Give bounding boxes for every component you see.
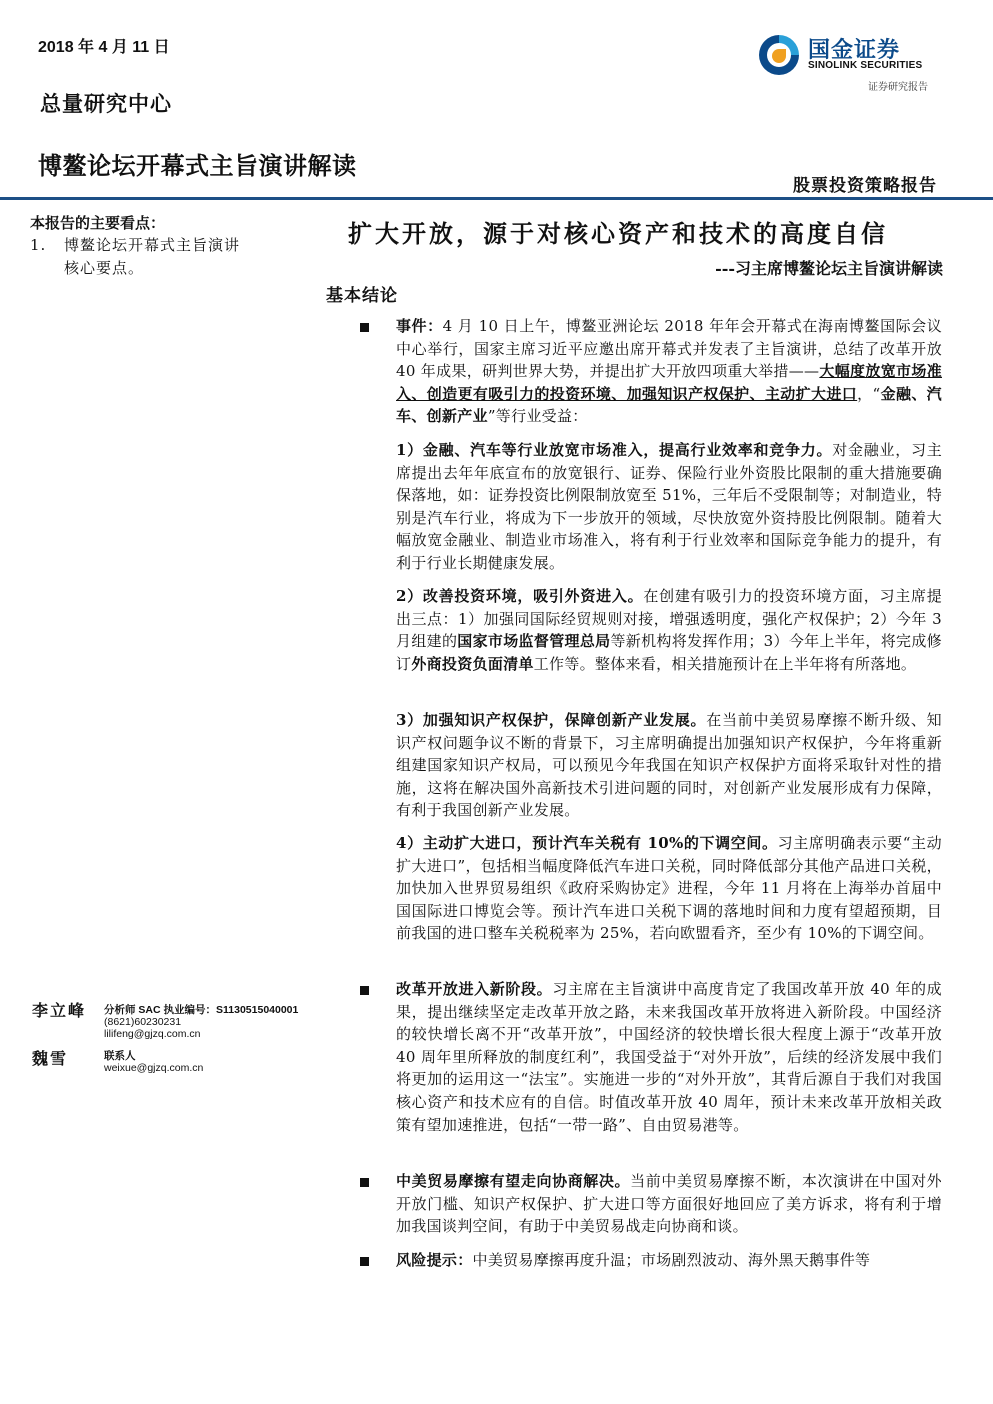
bullet-marker	[358, 1175, 372, 1189]
risk-lead: 风险提示：	[396, 1251, 473, 1269]
sidebar-item	[30, 234, 270, 280]
sinolink-logo-icon	[756, 32, 802, 78]
bullet-marker	[358, 320, 372, 334]
reform-lead: 改革开放进入新阶段。	[396, 980, 553, 998]
contact-name: 魏雪	[32, 1049, 69, 1068]
analyst-sac-number: S1130515040001	[216, 1004, 299, 1016]
contact-info	[104, 1050, 203, 1074]
point-1-lead: 1）金融、汽车等行业放宽市场准入，提高行业效率和竞争力。	[396, 441, 833, 459]
sidebar-heading: 本报告的主要看点：	[30, 214, 166, 232]
analyst-info	[104, 1004, 298, 1040]
event-text-3: ”等行业受益：	[487, 407, 588, 426]
contact-email[interactable]: weixue@gjzq.com.cn	[104, 1062, 204, 1074]
header-divider	[0, 197, 993, 200]
reform-text: 习主席在主旨演讲中高度肯定了我国改革开放 40 年的成果，提出继续坚定走改革开放之路，未来我国改革开放将进入新阶段。中国经济的较快增长离不开“改革开放”，中国经济的较快增长很大程度上源于“改革开放 40 周年里所释放的制度红利”，我国受益于“对外开放”，后续的经济发展中我们将更加的运用这一“法宝”。实施进一步的“对外开放”，其背后源自于我们对我国核心资产和技术应有的自信。时值改革开放 40 周年，预计未来改革开放相关政策有望加速推进，包括“一带一路”、自由贸易港等。	[396, 980, 942, 1134]
section-heading: 基本结论	[326, 286, 398, 306]
point-1-paragraph	[396, 439, 942, 575]
trade-lead: 中美贸易摩擦有望走向协商解决。	[396, 1172, 631, 1190]
point-1-text: 对金融业，习主席提出去年年底宣布的放宽银行、证券、保险行业外资股比限制的重大措施要确保落地，如：证券投资比例限制放宽至 51%，三年后不受限制等；对制造业，特别是汽车行业，将成为下一步放开的领域，尽快放宽外资持股比例限制。随着大幅放宽金融业、制造业市场准入，将有利于行业效率和国际竞争能力的提升，有利于行业长期健康发展。	[396, 441, 942, 572]
sidebar-item-number: 1.	[30, 236, 47, 254]
point-2-text-b: 等新机构将发挥作用；3）今年上半年，将完成修订	[396, 632, 942, 673]
logo-text-cn: 国金证券	[808, 37, 901, 62]
logo-subtitle: 证券研究报告	[868, 82, 928, 93]
report-type: 股票投资策略报告	[793, 176, 937, 196]
point-4-text: 习主席明确表示要“主动扩大进口”，包括相当幅度降低汽车进口关税，同时降低部分其他产品进口关税，加快加入世界贸易组织《政府采购协定》进程，今年 11 月将在上海举办首届中国国际进口博览会等。预计汽车进口关税下调的落地时间和力度有望超预期，目前我国的进口整车关税税率为 25%，若向欧盟看齐，至少有 10%的下调空间。	[396, 834, 942, 943]
point-3-paragraph	[396, 709, 942, 822]
analyst-name: 李立峰	[32, 1001, 87, 1020]
report-date: 2018 年 4 月 11 日	[38, 39, 170, 56]
bullet-marker	[358, 983, 372, 997]
risk-text: 中美贸易摩擦再度升温；市场剧烈波动、海外黑天鹅事件等	[472, 1251, 871, 1269]
trade-paragraph	[396, 1170, 942, 1238]
logo-text-en: SINOLINK SECURITIES	[808, 60, 923, 71]
event-key-measures: 大幅度放宽市场准入、创造更有吸引力的投资环境、加强知识产权保护、主动扩大进口	[396, 362, 942, 403]
point-2-lead: 2）改善投资环境，吸引外资进入。	[396, 587, 644, 605]
point-3-lead: 3）加强知识产权保护，保障创新产业发展。	[396, 711, 707, 729]
analyst-sac-label: 分析师 SAC 执业编号：	[104, 1004, 217, 1016]
contact-label: 联系人	[104, 1050, 136, 1062]
document-title: 博鳌论坛开幕式主旨演讲解读	[38, 153, 357, 180]
event-paragraph	[396, 315, 942, 428]
point-2-paragraph	[396, 585, 942, 675]
main-title: 扩大开放，源于对核心资产和技术的高度自信	[348, 219, 888, 248]
point-2-text-a: 在创建有吸引力的投资环境方面，习主席提出三点：1）加强同国际经贸规则对接，增强透明度，强化产权保护；2）今年 3 月组建的	[396, 587, 942, 651]
event-text: 4 月 10 日上午，博鳌亚洲论坛 2018 年年会开幕式在海南博鳌国际会议中心举行，国家主席习近平应邀出席开幕式并发表了主旨演讲，总结了改革开放 40 年成果，研判世界大势，并提出扩大开放四项重大举措——	[396, 317, 943, 381]
sidebar-item-text: 博鳌论坛开幕式主旨演讲	[64, 236, 241, 254]
event-sectors: 金融、汽车、创新产业	[396, 384, 942, 426]
analyst-email[interactable]: lilifeng@gjzq.com.cn	[104, 1028, 201, 1040]
trade-text: 当前中美贸易摩擦不断，本次演讲在中国对外开放门槛、知识产权保护、扩大进口等方面很好地回应了美方诉求，将有利于增加我国谈判空间，有助于中美贸易战走向协商和谈。	[396, 1172, 942, 1236]
point-4-lead: 4）主动扩大进口，预计汽车关税有 10%的下调空间。	[396, 834, 778, 852]
point-2-text-c: 工作等。整体来看，相关措施预计在上半年将有所落地。	[533, 654, 917, 673]
event-text-2: ，“	[857, 384, 881, 403]
risk-paragraph	[396, 1249, 942, 1272]
bullet-marker	[358, 1254, 372, 1268]
department-name: 总量研究中心	[40, 91, 172, 116]
reform-paragraph	[396, 978, 942, 1136]
point-2-bold-b: 外商投资负面清单	[411, 654, 534, 673]
analyst-phone: (8621)60230231	[104, 1016, 182, 1028]
sidebar-item-text-cont: 核心要点。	[64, 259, 145, 277]
event-lead: 事件：	[396, 317, 443, 335]
main-subtitle: ---习主席博鳌论坛主旨演讲解读	[715, 259, 943, 278]
point-3-text: 在当前中美贸易摩擦不断升级、知识产权问题争议不断的背景下，习主席明确提出加强知识产权保护，今年将重新组建国家知识产权局，可以预见今年我国在知识产权保护方面将采取针对性的措施，这将在解决国外高新技术引进问题的同时，对创新产业发展形成有力保障，有利于我国创新产业发展。	[396, 711, 942, 820]
point-2-bold-a: 国家市场监督管理总局	[457, 632, 611, 651]
point-4-paragraph	[396, 832, 942, 945]
